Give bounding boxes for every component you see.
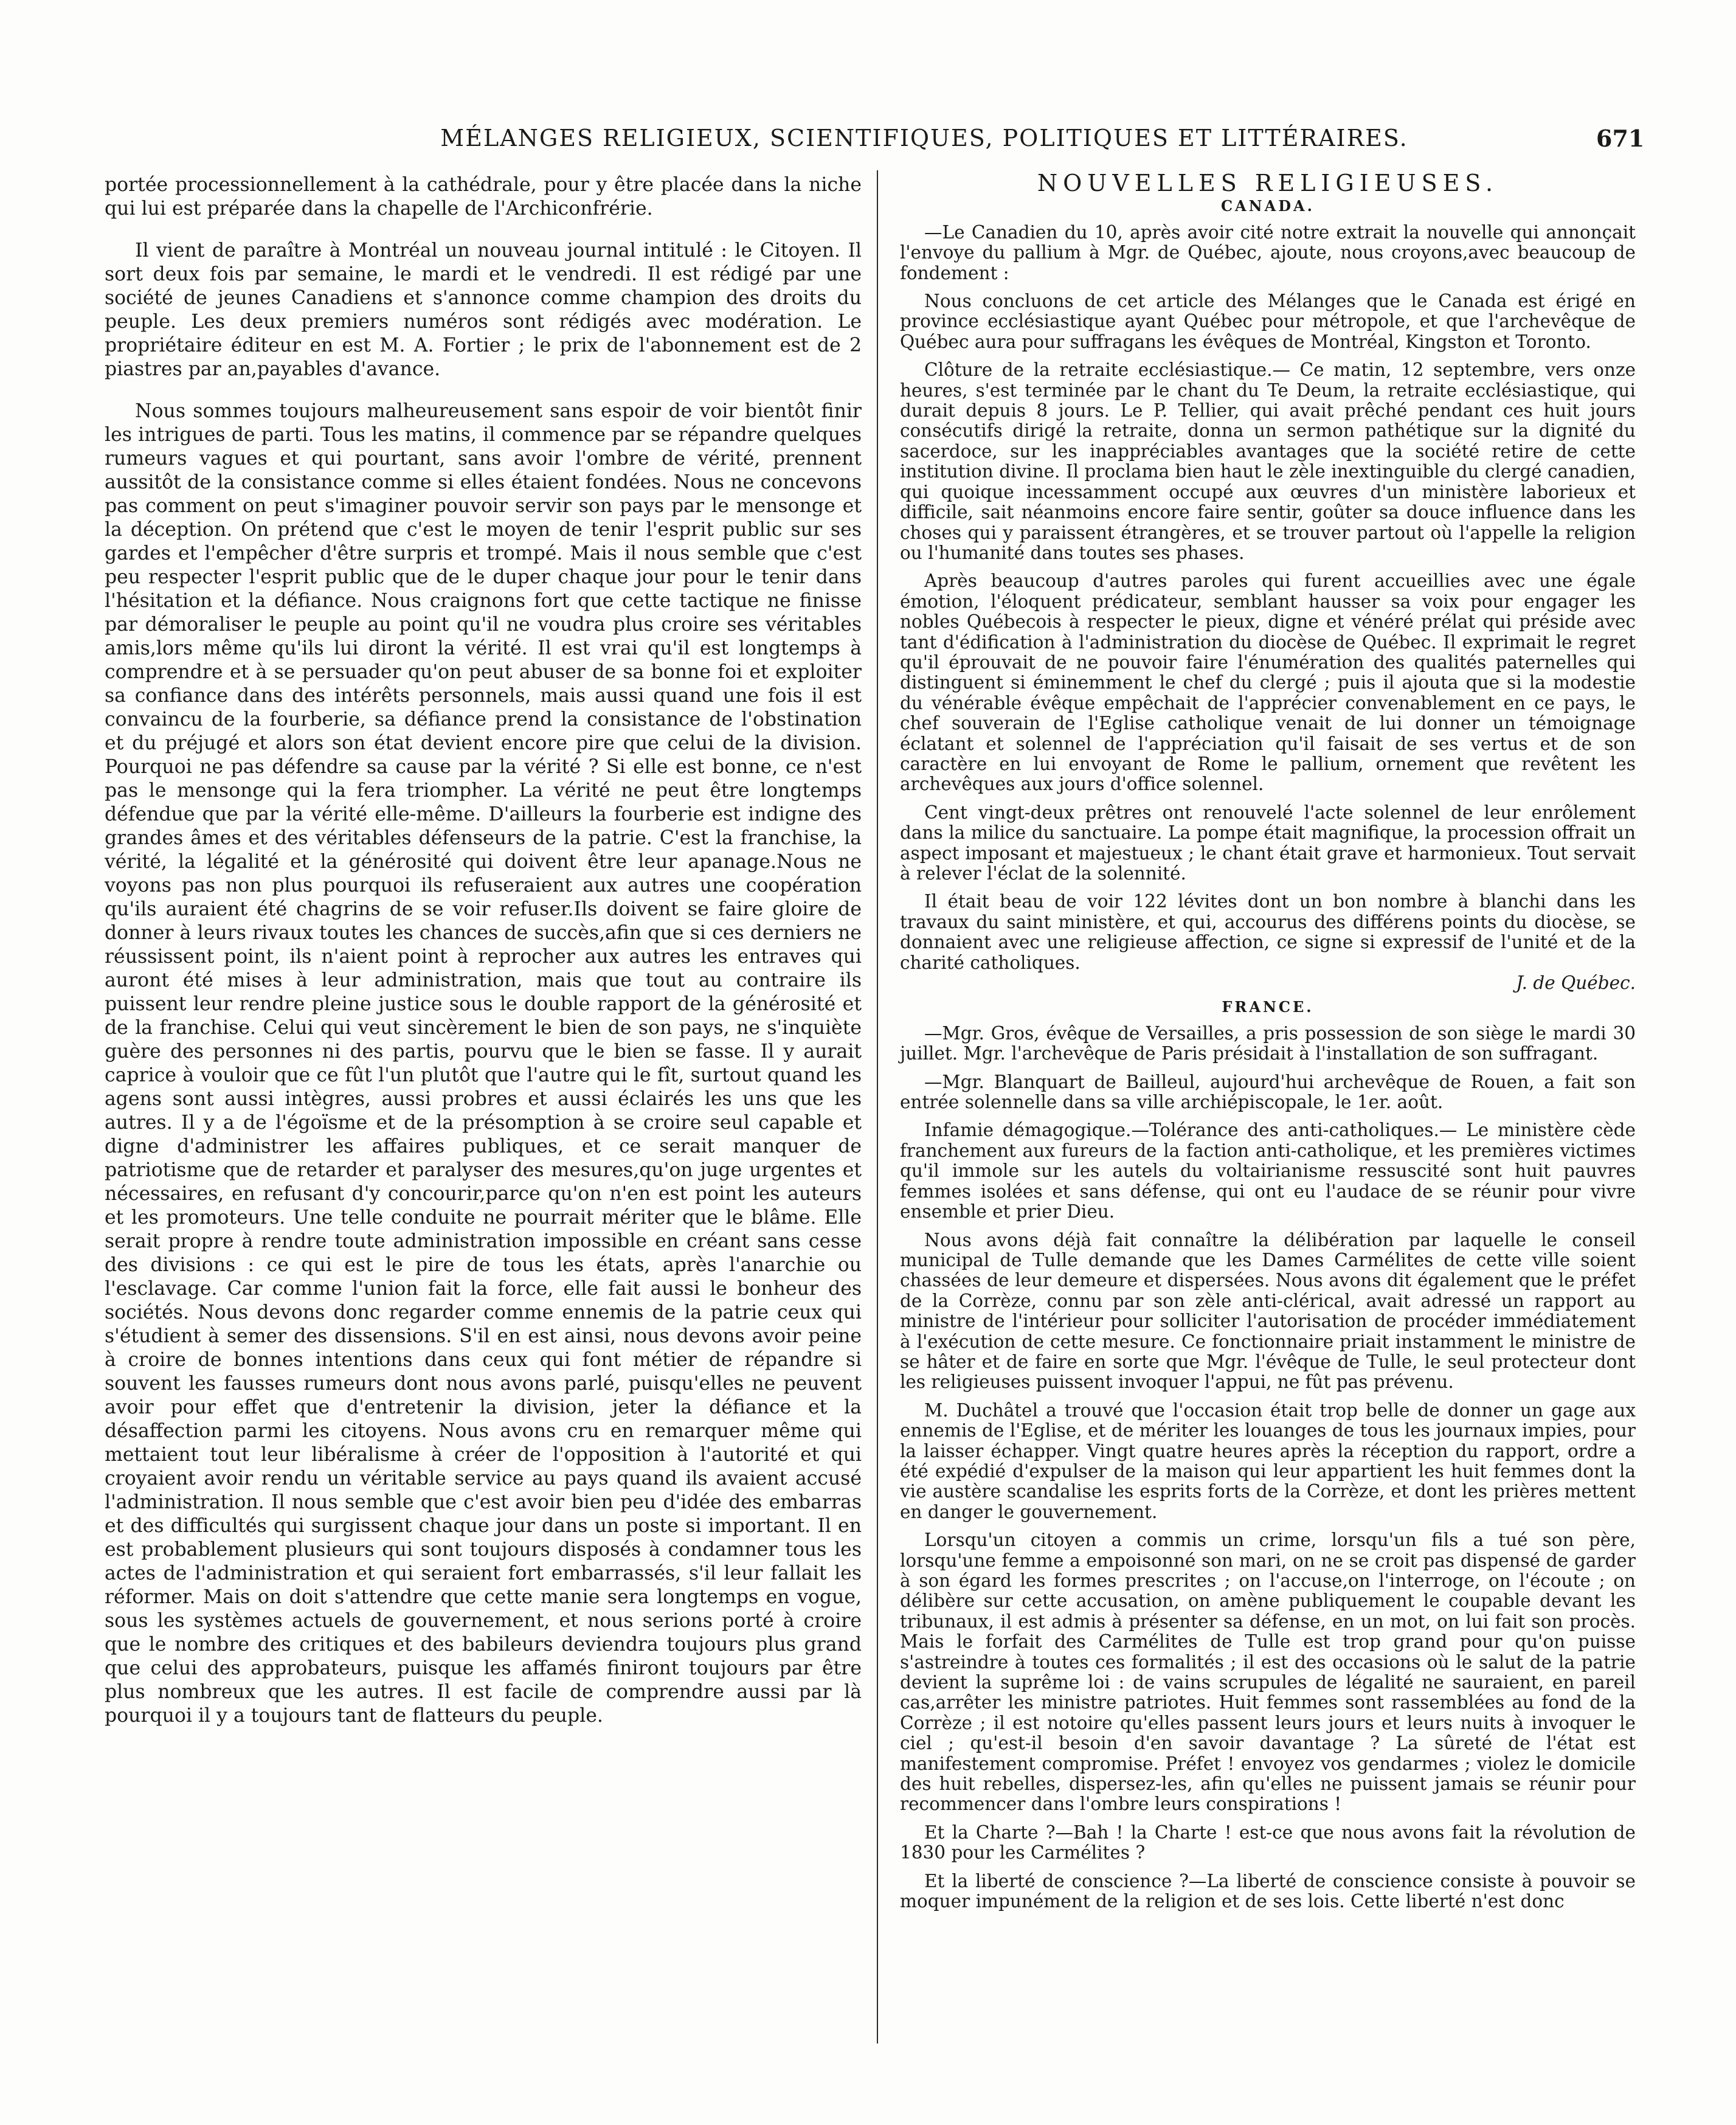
right-paragraph-2: Nous concluons de cet article des Mélanges que le Canada est érigé en province ecclésiastique ayant Québec pour métropole, et que l'archevêque de Québec aura pour suffragans les évêques de Montréal, Kingston et Toronto.	[900, 291, 1636, 352]
right-paragraph-1: —Le Canadien du 10, après avoir cité notre extrait la nouvelle qui annonçait l'envoye du pallium à Mgr. de Québec, ajoute, nous croyons,avec beaucoup de fondement :	[900, 221, 1636, 283]
right-paragraph-11: M. Duchâtel a trouvé que l'occasion était trop belle de donner un gage aux ennemis de l'Eglise, et de mériter les louanges de tous les journaux impies, pour la laisser échapper. Vingt quatre heures après la réception du rapport, ordre a été expédié d'expulser de la maison qui leur appartient les huit femmes dont la vie austère scandalise les esprits forts de la Corrèze, et dont les prières mettent en danger le gouvernement.	[900, 1399, 1636, 1522]
right-column	[900, 170, 1636, 1920]
right-paragraph-13: Et la Charte ?—Bah ! la Charte ! est-ce que nous avons fait la révolution de 1830 pour les Carmélites ?	[900, 1822, 1636, 1863]
left-column	[105, 173, 862, 1746]
section-title: NOUVELLES RELIGIEUSES.	[1037, 170, 1499, 196]
running-title: MÉLANGES RELIGIEUX, SCIENTIFIQUES, POLITIQUES ET LITTÉRAIRES.	[440, 125, 1408, 151]
right-paragraph-4: Après beaucoup d'autres paroles qui furent accueillies avec une égale émotion, l'éloquent prédicateur, semblant hausser sa voix pour engager les nobles Québecois à respecter le pieux, digne et vénéré prélat qui préside avec tant d'édification à l'administration du diocèse de Québec. Il exprimait le regret qu'il éprouvait de ne pouvoir faire l'énumération des qualités paternelles qui distinguent si éminemment le chef du clergé ; puis il ajouta que si la modestie du vénérable évêque empêchait de l'apprécier convenablement en ce pays, le chef souverain de l'Eglise catholique venait de lui donner un témoignage éclatant et solennel de l'appréciation qu'il faisait de ses vertus et de son caractère en lui envoyant de Rome le pallium, ornement que revêtent les archevêques aux jours d'office solennel.	[900, 570, 1636, 795]
left-paragraph-1: portée processionnellement à la cathédrale, pour y être placée dans la niche qui lui est préparée dans la chapelle de l'Archiconfrérie.	[105, 174, 862, 220]
france-heading: FRANCE.	[1222, 998, 1314, 1016]
right-paragraph-14: Et la liberté de conscience ?—La liberté de conscience consiste à pouvoir se moquer impunément de la religion et de ses lois. Cette liberté n'est donc	[900, 1870, 1636, 1912]
right-paragraph-10: Nous avons déjà fait connaître la délibération par laquelle le conseil municipal de Tulle demande que les Dames Carmélites de cette ville soient chassées de leur demeure et dispersées. Nous avons dit également que le préfet de la Corrèze, connu par son zèle anti-clérical, avait adressé un rapport au ministre de l'intérieur pour solliciter l'autorisation de procéder immédiatement à l'exécution de cette mesure. Ce fonctionnaire priait instamment le ministre de se hâter et de faire en sorte que Mgr. l'évêque de Tulle, le seul protecteur dont les religieuses puissent invoquer l'appui, ne fût pas prévenu.	[900, 1229, 1636, 1393]
left-paragraph-3: Nous sommes toujours malheureusement sans espoir de voir bientôt finir les intrigues de parti. Tous les matins, il commence par se répandre quelques rumeurs vagues et qui pourtant, sans avoir l'ombre de vérité, prennent aussitôt de la consistance comme si elles étaient fondées. Nous ne concevons pas comment on peut s'imaginer pouvoir servir son pays par le mensonge et la déception. On prétend que c'est le moyen de tenir l'esprit public sur ses gardes et l'empêcher d'être surpris et trompé. Mais il nous semble que c'est peu respecter l'esprit public que de le duper chaque jour pour le tenir dans l'hésitation et la défiance. Nous craignons fort que cette tactique ne finisse par démoraliser le peuple au point qu'il ne voudra plus croire ses véritables amis,lors même qu'ils lui diront la vérité. Il est vrai qu'il est longtemps à comprendre et à se persuader qu'on peut abuser de sa bonne foi et exploiter sa confiance dans des intérêts personnels, mais aussi quand une fois il est convaincu de la fourberie, sa défiance prend la consistance de l'obstination et du préjugé et alors son état devient encore pire que celui de la division. Pourquoi ne pas défendre sa cause par la vérité ? Si elle est bonne, ce n'est pas le mensonge qui la fera triompher. La vérité ne peut être longtemps défendue que par la vérité elle-même. D'ailleurs la fourberie est indigne des grandes âmes et des véritables défenseurs de la patrie. C'est la franchise, la vérité, la légalité et la générosité qui doivent être leur apanage.Nous ne voyons pas non plus pourquoi ils refuseraient aux autres une coopération qu'ils auraient été chagrins de se voir refuser.Ils doivent se faire gloire de donner à leurs rivaux toutes les chances de succès,afin que si ces derniers ne réussissent point, ils n'aient point à reprocher aux autres les entraves qui auront été mises à leur administration, mais que tout au contraire ils puissent leur rendre pleine justice sous le double rapport de la générosité et de la franchise. Celui qui veut sincèrement le bien de son pays, ne s'inquiète guère des personnes ni des partis, pourvu que le bien se fasse. Il y aurait caprice à vouloir que ce fût l'un plutôt que l'autre qui le fît, surtout quand les agens sont aussi intègres, aussi probres et aussi éclairés les uns que les autres. Il y a de l'égoïsme et de la présomption à se croire seul capable et digne d'administrer les affaires publiques, et ce serait manquer de patriotisme que de retarder et paralyser des mesures,qu'on juge urgentes et nécessaires, en refusant d'y concourir,parce qu'on n'en est point les auteurs et les promoteurs. Une telle conduite ne pourrait mériter que le blâme. Elle serait propre à rendre toute administration impossible en créant sans cesse des divisions : ce qui est le pire de tous les états, après l'anarchie ou l'esclavage. Car comme l'union fait la force, elle fait aussi le bonheur des sociétés. Nous devons donc regarder comme ennemis de la patrie ceux qui s'étudient à semer des dissensions. S'il en est ainsi, nous devons avoir peine à croire de bonnes intentions dans ceux qui font métier de répandre si souvent les fausses rumeurs dont nous avons parlé, puisqu'elles ne peuvent avoir pour effet que d'entretenir la division, jeter la défiance et la désaffection parmi les citoyens. Nous avons cru en remarquer même qui mettaient tout leur libéralisme à créer de l'opposition à l'autorité et qui croyaient avoir rendu un véritable service au pays quand ils avaient accusé l'administration. Il nous semble que c'est avoir bien peu d'idée des embarras et des difficultés qui surgissent chaque jour dans un poste si important. Il en est probablement plusieurs qui sont toujours disposés à condamner tous les actes de l'administration et qui seraient fort embarrassés, s'il leur fallait les réformer. Mais on doit s'attendre que cette manie sera longtemps en vogue, sous les systèmes actuels de gouvernement, et nous serions porté à croire que le nombre des critiques et des babileurs deviendra toujours plus grand que celui des approbateurs, puisque les affamés finiront toujours par être plus nombreux que les autres. Il est facile de comprendre aussi par là pourquoi il y a toujours tant de flatteurs du peuple.	[105, 400, 862, 1727]
right-paragraph-9: Infamie démagogique.—Tolérance des anti-catholiques.— Le ministère cède franchement aux fureurs de la faction anti-catholique, et les premières victimes qu'il immole sur les autels du voltairianisme ressuscité sont huit pauvres femmes isolées et sans défense, qui ont eu l'audace de se réunir pour vivre ensemble et prier Dieu.	[900, 1120, 1636, 1222]
signature: J. de Québec.	[1516, 972, 1636, 994]
right-paragraph-12: Lorsqu'un citoyen a commis un crime, lorsqu'un fils a tué son père, lorsqu'une femme a empoisonné son mari, on ne se croit pas dispensé de garder à son égard les formes prescrites ; on l'accuse,on l'interroge, on l'écoute ; on délibère sur cette accusation, on amène publiquement le coupable devant les tribunaux, il est admis à présenter sa défense, en un mot, on lui fait son procès. Mais le forfait des Carmélites de Tulle est trop grand pour qu'on puisse s'astreindre à toutes ces formalités ; il est des occasions où le salut de la patrie devient la suprême loi : de vains scrupules de légalité ne sauraient, en pareil cas,arrêter les ministre patriotes. Huit femmes sont rassemblées au fond de la Corrèze ; il est notoire qu'elles passent leurs jours et leurs nuits à invoquer le ciel ; qu'est-il besoin d'en savoir davantage ? La sûreté de l'état est manifestement compromise. Préfet ! envoyez vos gendarmes ; violez le domicile des huit rebelles, dispersez-les, afin qu'elles ne puissent jamais se réunir pour recommencer dans l'ombre leurs conspirations !	[900, 1530, 1636, 1815]
canada-heading: CANADA.	[1220, 197, 1315, 215]
right-paragraph-5: Cent vingt-deux prêtres ont renouvelé l'acte solennel de leur enrôlement dans la milice du sanctuaire. La pompe était magnifique, la procession offrait un aspect imposant et majestueux ; le chant était grave et harmonieux. Tout servait à relever l'éclat de la solennité.	[900, 802, 1636, 884]
column-divider	[877, 170, 878, 2044]
right-paragraph-7: —Mgr. Gros, évêque de Versailles, a pris possession de son siège le mardi 30 juillet. Mgr. l'archevêque de Paris présidait à l'installation de son suffragant.	[900, 1022, 1636, 1064]
right-paragraph-6: Il était beau de voir 122 lévites dont un bon nombre à blanchi dans les travaux du saint ministère, et qui, accourus des différens points du diocèse, se donnaient avec une religieuse affection, ce signe si expressif de l'unité et de la charité catholiques.	[900, 891, 1636, 973]
left-paragraph-2: Il vient de paraître à Montréal un nouveau journal intitulé : le Citoyen. Il sort deux fois par semaine, le mardi et le vendredi. Il est rédigé par une société de jeunes Canadiens et s'annonce comme champion des droits du peuple. Les deux premiers numéros sont rédigés avec modération. Le propriétaire éditeur en est M. A. Fortier ; le prix de l'abonnement est de 2 piastres par an,payables d'avance.	[105, 240, 862, 380]
right-paragraph-8: —Mgr. Blanquart de Bailleul, aujourd'hui archevêque de Rouen, a fait son entrée solennelle dans sa ville archiépiscopale, le 1er. août.	[900, 1071, 1636, 1113]
right-paragraph-3: Clôture de la retraite ecclésiastique.— Ce matin, 12 septembre, vers onze heures, s'est terminée par le chant du Te Deum, la retraite ecclésiastique, qui durait depuis 8 jours. Le P. Tellier, qui avait prêché pendant ces huit jours consécutifs dirigé la retraite, donna un sermon pathétique sur la dignité du sacerdoce, sur les inappréciables avantages que la société retire de cette institution divine. Il proclama bien haut le zèle inextinguible du clergé canadien, qui quoique incessamment occupé aux œuvres d'un ministère laborieux et difficile, sait néanmoins encore faire sentir, goûter sa douce influence dans les choses qui y paraissent étrangères, et se trouver partout où l'appelle la religion ou l'humanité dans toutes ses phases.	[900, 359, 1636, 563]
page-number: 671	[1596, 125, 1645, 152]
